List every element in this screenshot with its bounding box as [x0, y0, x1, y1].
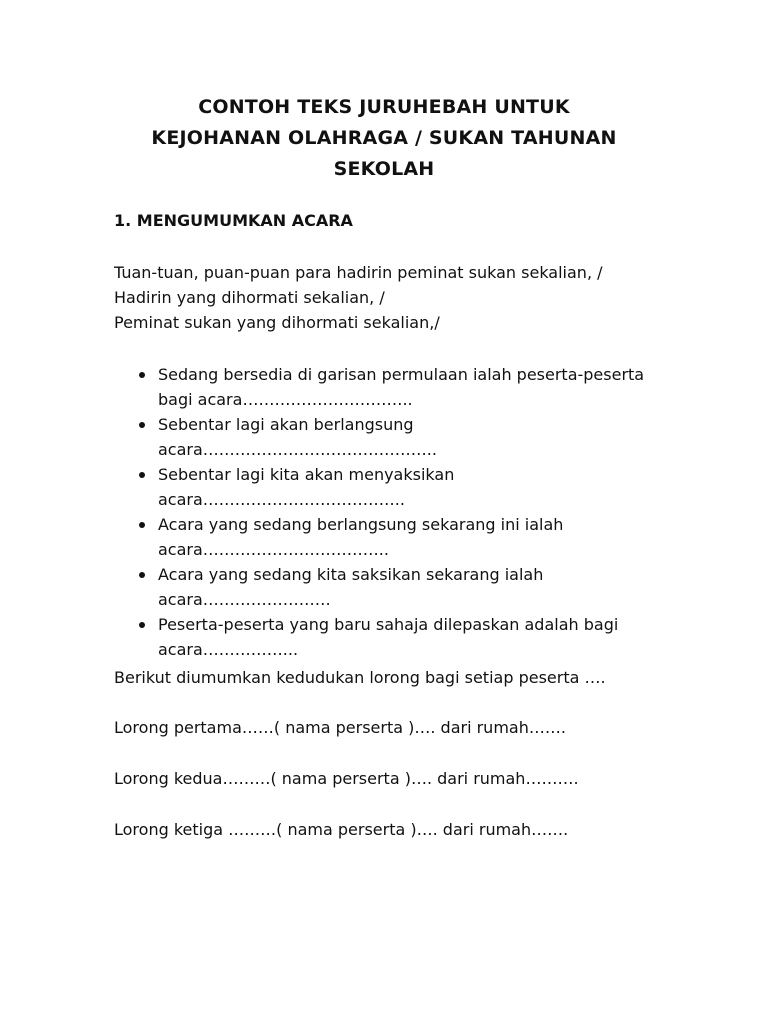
- bullet-icon: [139, 622, 145, 628]
- list-item: [136, 512, 696, 562]
- bullet-icon: [139, 372, 145, 378]
- bullet-list: [136, 362, 696, 662]
- list-item: [136, 562, 696, 612]
- bullet-icon: [139, 472, 145, 478]
- document-title: [0, 92, 768, 185]
- list-item-text: Sebentar lagi akan berlangsung acara……………………………………..: [158, 415, 437, 459]
- title-line-3: SEKOLAH: [333, 158, 435, 180]
- section-heading: 1. MENGUMUMKAN ACARA: [114, 211, 353, 230]
- title-line-1: CONTOH TEKS JURUHEBAH UNTUK: [198, 96, 570, 118]
- list-item-text: Acara yang sedang kita saksikan sekarang ialah acara……………………: [158, 565, 544, 609]
- list-item-text: Peserta-peserta yang baru sahaja dilepaskan adalah bagi acara……………...: [158, 615, 619, 659]
- list-item-text: Acara yang sedang berlangsung sekarang ini ialah acara……………………………..: [158, 515, 564, 559]
- intro-line: Hadirin yang dihormati sekalian, /: [114, 288, 385, 307]
- list-item: [136, 412, 696, 462]
- list-item-text: Sebentar lagi kita akan menyaksikan acara………………………………..: [158, 465, 455, 509]
- list-item-text: Sedang bersedia di garisan permulaan ialah peserta-peserta bagi acara…………………………..: [158, 365, 645, 409]
- bullet-icon: [139, 422, 145, 428]
- intro-paragraph: [114, 260, 603, 335]
- list-item: [136, 612, 696, 662]
- intro-line: Tuan-tuan, puan-puan para hadirin peminat sukan sekalian, /: [114, 263, 603, 282]
- title-line-2: KEJOHANAN OLAHRAGA / SUKAN TAHUNAN: [151, 127, 617, 149]
- list-item: [136, 462, 696, 512]
- bullet-icon: [139, 522, 145, 528]
- bullet-icon: [139, 572, 145, 578]
- intro-line: Peminat sukan yang dihormati sekalian,/: [114, 313, 440, 332]
- lane-line-2: Lorong kedua………( nama perserta )…. dari rumah……….: [114, 769, 579, 788]
- lane-line-1: Lorong pertama……( nama perserta )…. dari rumah…….: [114, 718, 566, 737]
- list-item: [136, 362, 696, 412]
- lane-line-3: Lorong ketiga ………( nama perserta )…. dari rumah…….: [114, 820, 569, 839]
- announcement-text: Berikut diumumkan kedudukan lorong bagi setiap peserta ….: [114, 668, 606, 687]
